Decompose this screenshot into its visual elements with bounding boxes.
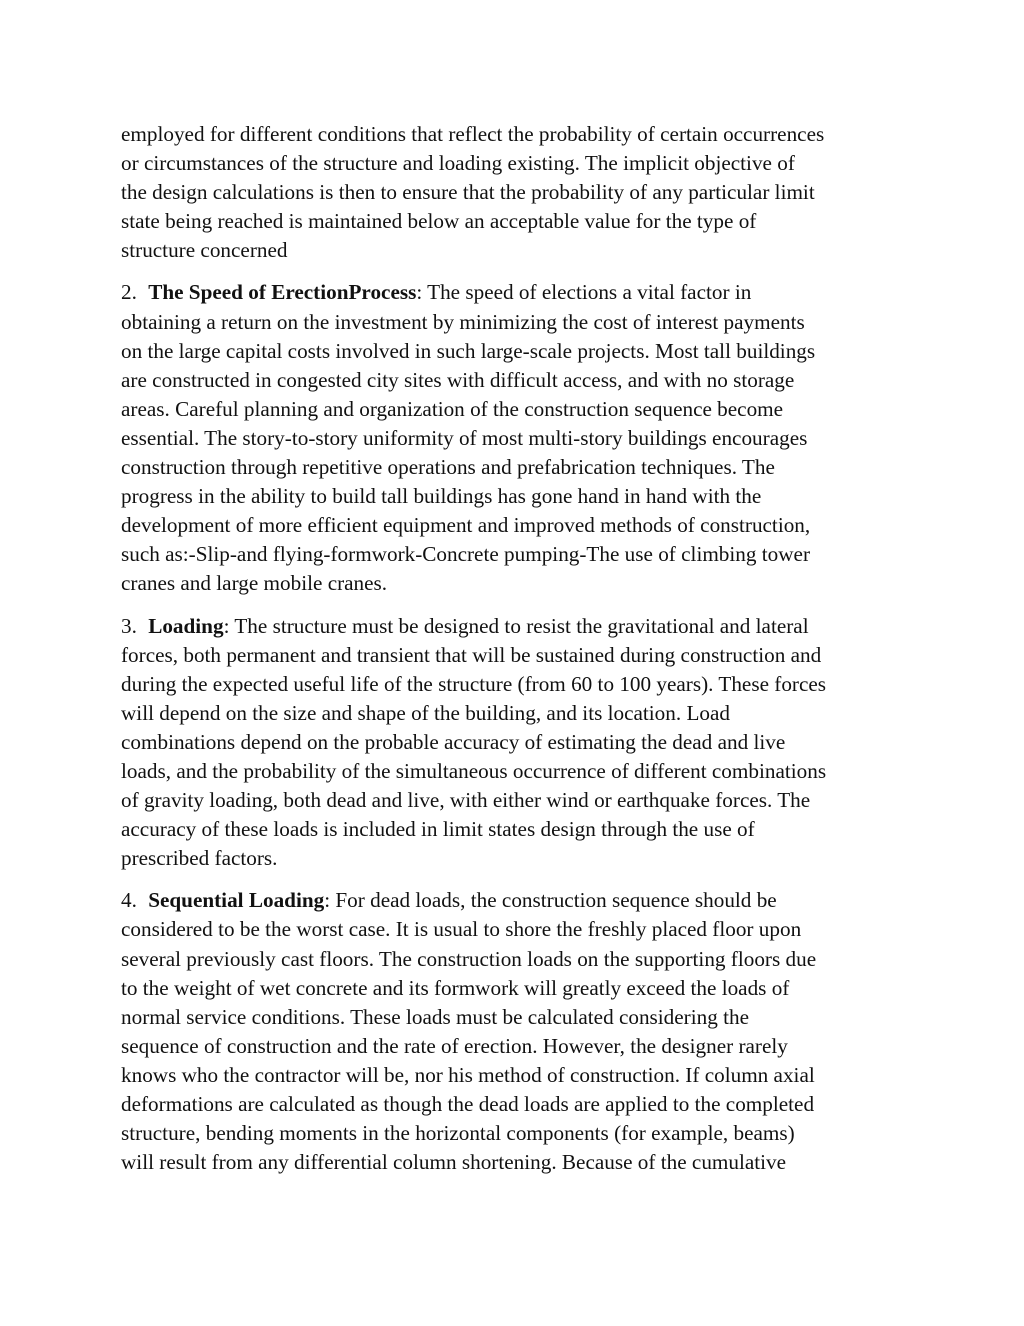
text-line: knows who the contractor will be, nor his method of construction. If column axial <box>121 1062 815 1087</box>
text-line: will depend on the size and shape of the building, and its location. Load <box>121 700 730 725</box>
text-line: loads, and the probability of the simultaneous occurrence of different combinations <box>121 758 827 783</box>
text-line: obtaining a return on the investment by minimizing the cost of interest payments <box>121 309 805 334</box>
text-line: state being reached is maintained below an acceptable value for the type of <box>121 209 757 234</box>
text-line <box>121 612 911 641</box>
paragraph-heading: Sequential Loading <box>148 888 325 913</box>
text-line: progress in the ability to build tall buildings has gone hand in hand with the <box>121 484 762 509</box>
text-line: deformations are calculated as though the dead loads are applied to the completed <box>121 1092 815 1116</box>
text-line <box>121 886 911 915</box>
text-line: construction through repetitive operations and prefabrication techniques. The <box>121 455 775 480</box>
text-line: or circumstances of the structure and loading existing. The implicit objective of <box>121 151 795 176</box>
text-line: on the large capital costs involved in such large-scale projects. Most tall buildings <box>121 338 816 363</box>
text-line: are constructed in congested city sites with difficult access, and with no storage <box>121 367 795 392</box>
text-line: the design calculations is then to ensure that the probability of any particular limit <box>121 180 815 205</box>
text-line: areas. Careful planning and organization of the construction sequence become <box>121 396 784 421</box>
paragraph-first-line: : The structure must be designed to resist the gravitational and lateral <box>223 613 809 638</box>
text-line: structure, bending moments in the horizontal components (for example, beams) <box>121 1121 795 1146</box>
text-line: essential. The story-to-story uniformity of most multi-story buildings encourages <box>121 425 808 450</box>
paragraph-number: 4. <box>121 888 137 913</box>
paragraph-loading <box>121 612 911 874</box>
paragraph-number: 3. <box>121 613 137 638</box>
text-line: employed for different conditions that reflect the probability of certain occurrences <box>121 122 825 146</box>
paragraph-heading: Loading <box>148 613 224 638</box>
text-line: development of more efficient equipment and improved methods of construction, <box>121 513 811 538</box>
text-line: during the expected useful life of the structure (from 60 to 100 years). These forces <box>121 671 827 696</box>
text-line: to the weight of wet concrete and its formwork will greatly exceed the loads of <box>121 975 790 1000</box>
paragraph-heading: The Speed of ErectionProcess <box>148 280 417 305</box>
text-line: accuracy of these loads is included in limit states design through the use of <box>121 817 755 842</box>
text-line: several previously cast floors. The construction loads on the supporting floors due <box>121 946 817 971</box>
paragraph-sequential-loading <box>121 886 911 1177</box>
paragraph-number: 2. <box>121 280 137 305</box>
text-line: will result from any differential column shortening. Because of the cumulative <box>121 1150 787 1175</box>
text-line: of gravity loading, both dead and live, with either wind or earthquake forces. The <box>121 788 811 813</box>
text-line: cranes and large mobile cranes. <box>121 571 388 596</box>
paragraph-continuation <box>121 120 911 265</box>
text-line: combinations depend on the probable accuracy of estimating the dead and live <box>121 729 786 754</box>
paragraph-speed-of-erection <box>121 278 911 598</box>
text-line <box>121 278 911 307</box>
document-body <box>121 120 911 1190</box>
text-line: normal service conditions. These loads must be calculated considering the <box>121 1004 749 1029</box>
text-line: prescribed factors. <box>121 846 278 871</box>
text-line: forces, both permanent and transient that will be sustained during construction and <box>121 642 822 667</box>
paragraph-first-line: : For dead loads, the construction sequence should be <box>324 888 777 913</box>
text-line: such as:-Slip-and flying-formwork-Concrete pumping-The use of climbing tower <box>121 542 811 567</box>
paragraph-first-line: : The speed of elections a vital factor in <box>416 280 752 305</box>
text-line: considered to be the worst case. It is usual to shore the freshly placed floor upon <box>121 917 802 942</box>
text-line: sequence of construction and the rate of erection. However, the designer rarely <box>121 1033 788 1058</box>
text-line: structure concerned <box>121 238 288 263</box>
